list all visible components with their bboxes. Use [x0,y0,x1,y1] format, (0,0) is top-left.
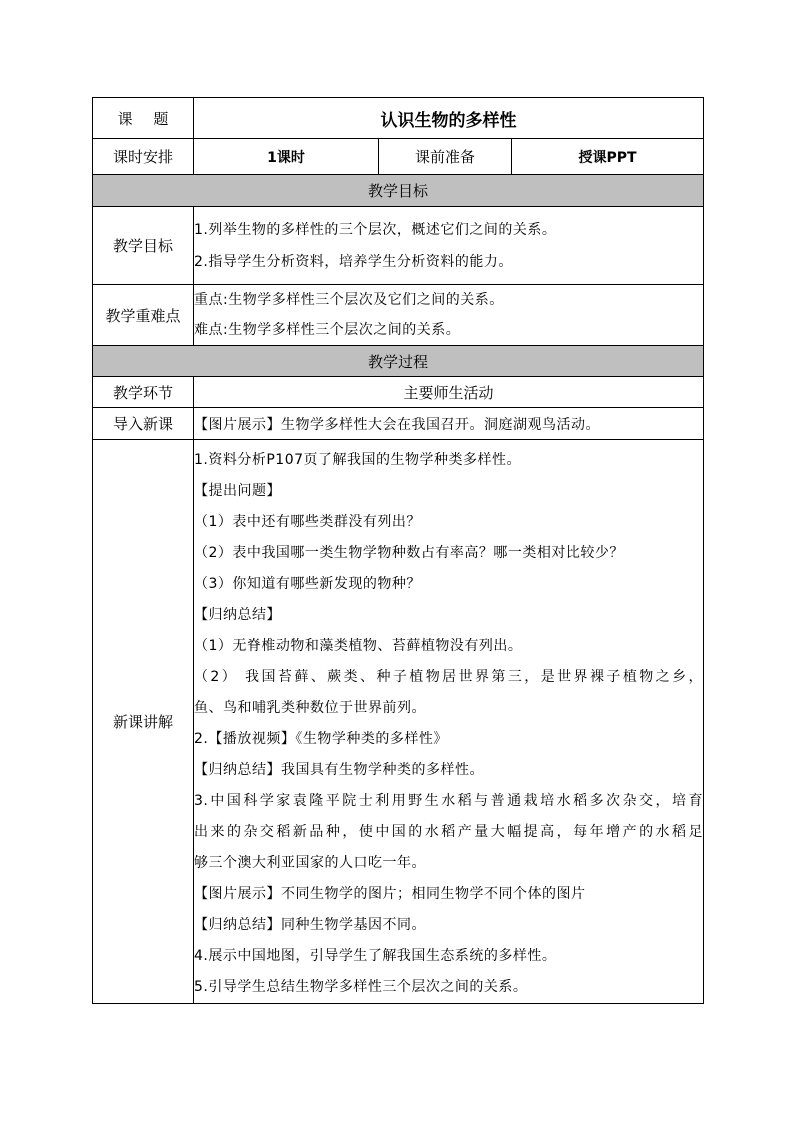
stage-column-header: 教学环节 [93,377,194,408]
objectives-band: 教学目标 [93,175,704,207]
hours-label: 课时安排 [93,139,194,175]
objectives-content [194,207,704,285]
intro-label: 导入新课 [93,408,194,440]
hours-value: 1课时 [194,139,379,175]
new-lesson-content [194,440,704,1004]
lesson-line: （2） 我国苔藓、蕨类、种子植物居世界第三，是世界裸子植物之乡， [194,669,704,685]
topic-row [93,98,704,139]
activity-column-header: 主要师生活动 [194,377,704,408]
key-point-item: 难点:生物学多样性三个层次之间的关系。 [194,322,461,338]
lesson-line: 【图片展示】不同生物学的图片；相同生物学不同个体的图片 [194,886,586,902]
key-points-content [194,285,704,346]
schedule-row [93,139,704,175]
objectives-row [93,207,704,285]
process-band-row [93,346,704,377]
lesson-line: （1）表中还有哪些类群没有列出？ [194,514,421,530]
lesson-line: 出来的杂交稻新品种，使中国的水稻产量大幅提高，每年增产的水稻足 [194,824,704,840]
lesson-line: （3）你知道有哪些新发现的物种？ [194,576,421,592]
objectives-label: 教学目标 [93,207,194,285]
lesson-line: 鱼、鸟和哺乳类种数位于世界前列。 [194,700,426,716]
key-point-item: 重点:生物学多样性三个层次及它们之间的关系。 [194,292,504,308]
intro-row [93,408,704,440]
objective-item: 1.列举生物的多样性的三个层次，概述它们之间的关系。 [194,221,557,238]
intro-content: 【图片展示】生物学多样性大会在我国召开。洞庭湖观鸟活动。 [194,408,704,440]
lesson-line: 5.引导学生总结生物学多样性三个层次之间的关系。 [194,979,528,995]
lesson-title: 认识生物的多样性 [194,98,704,139]
key-points-row [93,285,704,346]
lesson-line: 【归纳总结】同种生物学基因不同。 [194,917,426,933]
lesson-line: （1）无脊椎动物和藻类植物、苔藓植物没有列出。 [194,638,523,654]
lesson-line: （2）表中我国哪一类生物学物种数占有率高？哪一类相对比较少？ [194,545,624,561]
topic-label: 课 题 [93,98,194,139]
new-lesson-row [93,440,704,1004]
new-lesson-label: 新课讲解 [93,440,194,1004]
lesson-line: 够三个澳大利亚国家的人口吃一年。 [194,855,426,871]
process-header-row [93,377,704,408]
lesson-line: 【归纳总结】 [194,607,281,623]
lesson-line: 3.中国科学家袁隆平院士利用野生水稻与普通栽培水稻多次杂交，培育 [194,793,704,809]
objective-item: 2.指导学生分析资料，培养学生分析资料的能力。 [194,253,513,270]
prep-value: 授课PPT [512,139,704,175]
process-band: 教学过程 [93,346,704,377]
lesson-line: 【归纳总结】我国具有生物学种类的多样性。 [194,762,484,778]
lesson-plan-table [92,97,704,1004]
lesson-line: 【提出问题】 [194,483,281,499]
lesson-line: 1.资料分析P107页了解我国的生物学种类多样性。 [194,452,522,468]
lesson-line: 4.展示中国地图，引导学生了解我国生态系统的多样性。 [194,948,557,964]
lesson-line: 2.【播放视频】《生物学种类的多样性》 [194,731,448,747]
prep-label: 课前准备 [379,139,512,175]
key-points-label: 教学重难点 [93,285,194,346]
objectives-band-row [93,175,704,207]
